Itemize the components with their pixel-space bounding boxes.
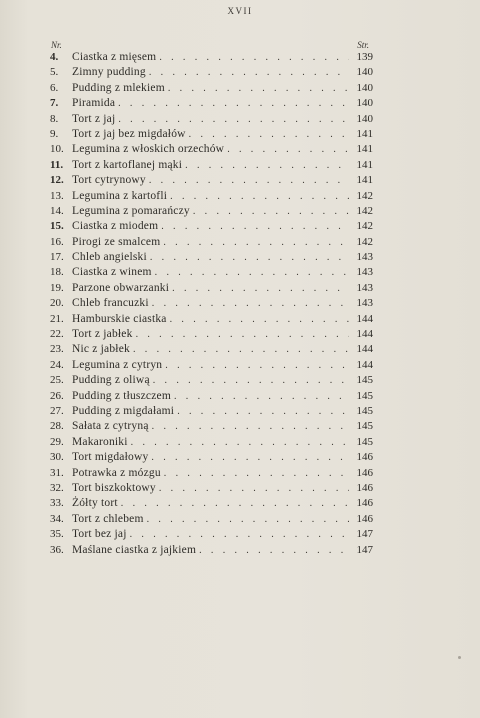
entry-page-number: 147	[356, 543, 373, 556]
page-header-roman-numeral: XVII	[227, 6, 253, 16]
entry-page-number: 146	[356, 466, 373, 479]
entry-number: 36.	[50, 543, 64, 556]
entry-page-number: 141	[356, 158, 373, 171]
dot-leader	[130, 527, 349, 542]
entry-number: 32.	[50, 481, 64, 494]
entry-title: Ciastka z miodem	[72, 220, 159, 233]
entry-title: Tort z chlebem	[72, 512, 144, 525]
toc-entry	[50, 204, 373, 219]
entry-number: 30.	[50, 451, 64, 464]
dot-leader	[149, 65, 349, 80]
dot-leader	[149, 173, 349, 188]
toc-entry	[50, 327, 373, 342]
toc-entry	[50, 142, 373, 157]
toc-entry	[50, 496, 373, 511]
toc-entry	[50, 250, 373, 265]
entry-page-number: 144	[356, 312, 373, 325]
entry-number: 23.	[50, 343, 64, 356]
entry-page-number: 147	[356, 528, 373, 541]
entry-number: 7.	[50, 97, 59, 110]
entry-title: Pudding z oliwą	[72, 374, 150, 387]
entry-page-number: 142	[356, 189, 373, 202]
entry-title: Legumina z kartofli	[72, 189, 168, 202]
entry-title: Żółty tort	[72, 497, 118, 510]
entry-page-number: 145	[356, 389, 373, 402]
entry-number: 34.	[50, 512, 64, 525]
entry-page-number: 140	[356, 66, 373, 79]
entry-title: Ciastka z mięsem	[72, 51, 157, 63]
entry-number: 4.	[50, 51, 59, 63]
dot-leader	[133, 342, 349, 357]
entry-page-number: 143	[356, 297, 373, 310]
entry-title: Legumina z cytryn	[72, 358, 163, 371]
toc-entry	[50, 81, 373, 96]
entry-number: 21.	[50, 312, 64, 325]
entry-page-number: 145	[356, 374, 373, 387]
entry-title: Piramida	[72, 97, 116, 110]
dot-leader	[153, 373, 349, 388]
entry-title: Tort z jaj	[72, 112, 116, 125]
entry-title: Pudding z migdałami	[72, 404, 175, 417]
entry-page-number: 143	[356, 266, 373, 279]
paper-speck	[458, 656, 461, 659]
toc-entry	[50, 481, 373, 496]
entry-number: 25.	[50, 374, 64, 387]
dot-leader	[170, 312, 349, 327]
toc-entry	[50, 527, 373, 542]
dot-leader	[159, 481, 349, 496]
dot-leader	[163, 235, 349, 250]
entry-page-number: 144	[356, 343, 373, 356]
entry-page-number: 144	[356, 358, 373, 371]
entry-title: Parzone obwarzanki	[72, 281, 170, 294]
entry-number: 8.	[50, 112, 59, 125]
toc-entry	[50, 219, 373, 234]
toc-entry	[50, 419, 373, 434]
entry-title: Tort migdałowy	[72, 451, 149, 464]
entry-page-number: 140	[356, 112, 373, 125]
toc-entry	[50, 173, 373, 188]
dot-leader	[155, 265, 349, 280]
dot-leader	[118, 96, 349, 111]
toc-entry	[50, 342, 373, 357]
entry-number: 10.	[50, 143, 64, 156]
entry-title: Zimny pudding	[72, 66, 146, 79]
entry-title: Legumina z włoskich orzechów	[72, 143, 225, 156]
dot-leader	[159, 50, 349, 65]
entry-page-number: 142	[356, 220, 373, 233]
column-header-page: Str.	[357, 40, 369, 50]
entry-title: Tort z kartoflanej mąki	[72, 158, 183, 171]
entry-title: Pudding z tłuszczem	[72, 389, 171, 402]
entry-title: Chleb angielski	[72, 251, 147, 264]
toc-entry	[50, 543, 373, 558]
toc-entry	[50, 127, 373, 142]
entry-number: 12.	[50, 174, 64, 187]
entry-number: 20.	[50, 297, 64, 310]
entry-page-number: 146	[356, 497, 373, 510]
toc-entry	[50, 158, 373, 173]
toc-entry	[50, 50, 373, 65]
entry-page-number: 142	[356, 204, 373, 217]
entry-number: 26.	[50, 389, 64, 402]
entry-page-number: 145	[356, 435, 373, 448]
entry-number: 29.	[50, 435, 64, 448]
toc-entry	[50, 112, 373, 127]
dot-leader	[185, 158, 349, 173]
toc-entry	[50, 404, 373, 419]
entry-number: 27.	[50, 404, 64, 417]
entry-title: Nic z jabłek	[72, 343, 130, 356]
entry-number: 35.	[50, 528, 64, 541]
dot-leader	[147, 512, 349, 527]
toc-entry	[50, 373, 373, 388]
entry-title: Tort biszkoktowy	[72, 481, 156, 494]
dot-leader	[151, 450, 349, 465]
entry-page-number: 141	[356, 127, 373, 140]
entry-number: 17.	[50, 251, 64, 264]
entry-page-number: 143	[356, 281, 373, 294]
entry-number: 24.	[50, 358, 64, 371]
dot-leader	[161, 219, 349, 234]
entry-number: 33.	[50, 497, 64, 510]
entry-page-number: 146	[356, 512, 373, 525]
dot-leader	[168, 81, 349, 96]
entry-title: Pudding z mlekiem	[72, 81, 165, 94]
entry-title: Tort z jabłek	[72, 328, 133, 341]
entry-page-number: 143	[356, 251, 373, 264]
dot-leader	[227, 142, 349, 157]
entry-number: 16.	[50, 235, 64, 248]
entry-page-number: 140	[356, 81, 373, 94]
dot-leader	[177, 404, 349, 419]
toc-entry	[50, 281, 373, 296]
entry-page-number: 139	[356, 51, 373, 63]
entry-title: Sałata z cytryną	[72, 420, 149, 433]
dot-leader	[189, 127, 349, 142]
dot-leader	[150, 250, 349, 265]
entry-title: Makaroniki	[72, 435, 128, 448]
entry-number: 22.	[50, 328, 64, 341]
entry-page-number: 142	[356, 235, 373, 248]
entry-page-number: 144	[356, 328, 373, 341]
toc-entry	[50, 512, 373, 527]
dot-leader	[121, 496, 349, 511]
entry-number: 5.	[50, 66, 59, 79]
toc-entry	[50, 435, 373, 450]
toc-entry	[50, 296, 373, 311]
entry-number: 19.	[50, 281, 64, 294]
entry-number: 31.	[50, 466, 64, 479]
entry-title: Ciastka z winem	[72, 266, 152, 279]
entry-title: Tort z jaj bez migdałów	[72, 127, 186, 140]
entry-title: Chleb francuzki	[72, 297, 149, 310]
entry-page-number: 145	[356, 420, 373, 433]
entry-page-number: 141	[356, 143, 373, 156]
dot-leader	[172, 281, 349, 296]
entry-number: 13.	[50, 189, 64, 202]
entry-page-number: 146	[356, 451, 373, 464]
dot-leader	[131, 435, 349, 450]
column-header-number: Nr.	[51, 40, 62, 50]
entry-title: Maślane ciastka z jajkiem	[72, 543, 197, 556]
entry-number: 11.	[50, 158, 64, 171]
entry-title: Legumina z pomarańczy	[72, 204, 190, 217]
entry-number: 15.	[50, 220, 64, 233]
entry-number: 6.	[50, 81, 59, 94]
entry-number: 14.	[50, 204, 64, 217]
toc-entry	[50, 189, 373, 204]
dot-leader	[118, 112, 349, 127]
dot-leader	[199, 543, 349, 558]
entry-number: 18.	[50, 266, 64, 279]
toc-entry	[50, 96, 373, 111]
entry-title: Tort bez jaj	[72, 528, 127, 541]
dot-leader	[164, 466, 349, 481]
dot-leader	[165, 358, 349, 373]
toc-entry	[50, 466, 373, 481]
entry-page-number: 146	[356, 481, 373, 494]
entry-page-number: 140	[356, 97, 373, 110]
entry-page-number: 145	[356, 404, 373, 417]
dot-leader	[152, 296, 349, 311]
entry-number: 9.	[50, 127, 59, 140]
dot-leader	[193, 204, 349, 219]
toc-entry	[50, 265, 373, 280]
dot-leader	[136, 327, 349, 342]
toc-entry	[50, 312, 373, 327]
dot-leader	[170, 189, 349, 204]
entry-title: Pirogi ze smalcem	[72, 235, 161, 248]
toc-entry	[50, 235, 373, 250]
entry-title: Hamburskie ciastka	[72, 312, 167, 325]
toc-entry	[50, 389, 373, 404]
entry-title: Potrawka z mózgu	[72, 466, 161, 479]
entry-page-number: 141	[356, 174, 373, 187]
dot-leader	[152, 419, 349, 434]
entry-title: Tort cytrynowy	[72, 174, 146, 187]
table-of-contents-list	[50, 50, 373, 558]
toc-entry	[50, 450, 373, 465]
toc-entry	[50, 65, 373, 80]
dot-leader	[174, 389, 349, 404]
toc-entry	[50, 358, 373, 373]
entry-number: 28.	[50, 420, 64, 433]
